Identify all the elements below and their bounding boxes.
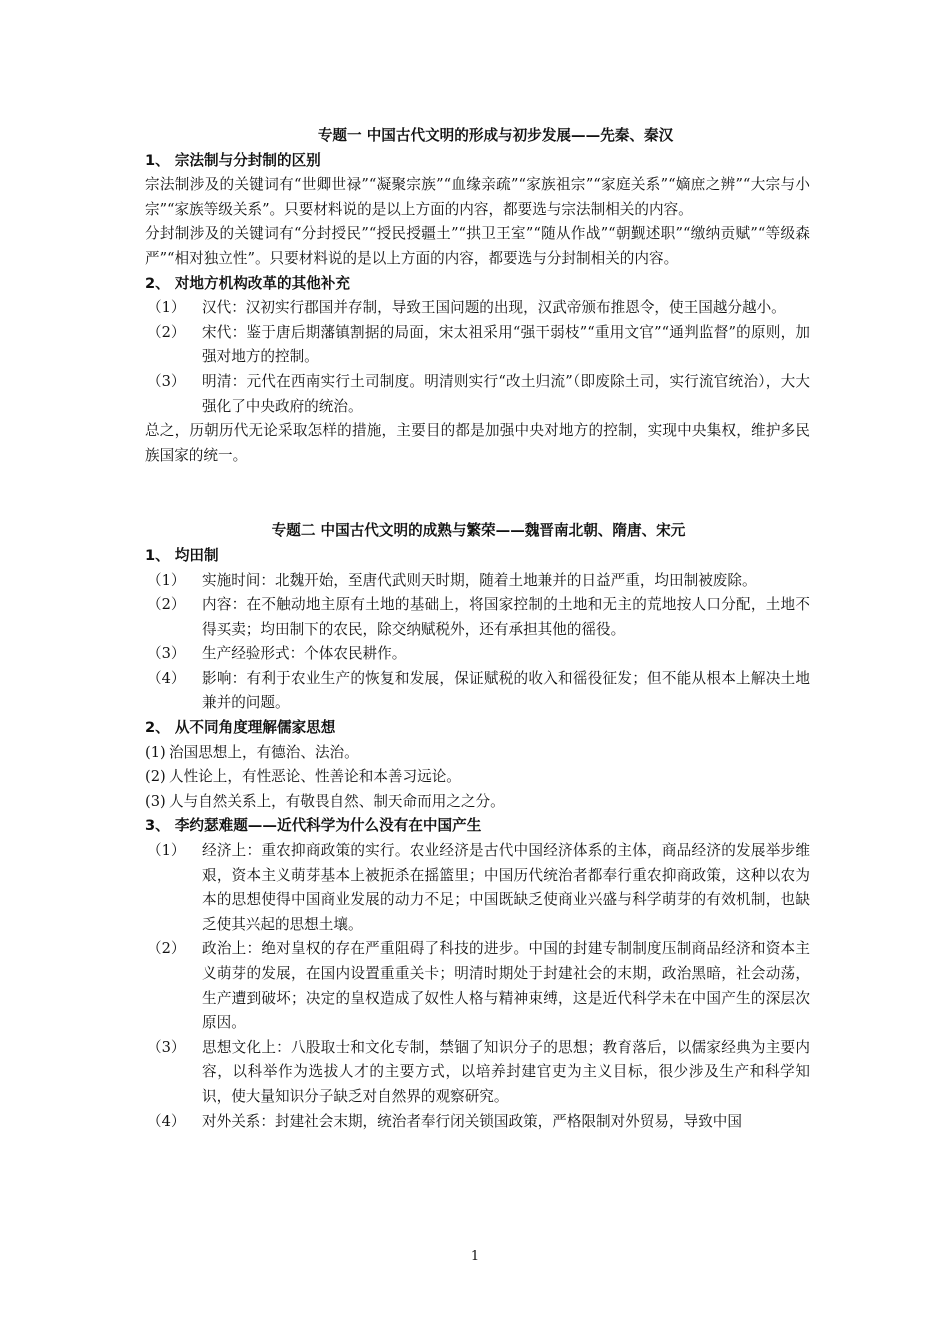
list-item: [145, 937, 810, 1035]
list-item: [145, 839, 810, 937]
list-item: [145, 1036, 810, 1110]
page-number: 1: [470, 1249, 480, 1264]
list-item: [145, 569, 810, 594]
list-text: 人性论上，有性恶论、性善论和本善习远论。: [169, 768, 461, 786]
list-text: 实施时间：北魏开始，至唐代武则天时期，随着土地兼并的日益严重，均田制被废除。: [202, 571, 757, 589]
list-item: [145, 370, 810, 419]
list-text: 经济上：重农抑商政策的实行。农业经济是古代中国经济体系的主体，商品经济的发展举步维艰，资本主义萌芽基本上被扼杀在摇篮里；中国历代统治者都奉行重农抑商政策，这种以农为本的思想使得中国商业发展的动力不足；中国既缺乏使商业兴盛与科学萌芽的有效机制，也缺乏使其兴起的思想土壤。: [202, 842, 810, 933]
list-item: [145, 667, 810, 716]
list-item: [145, 321, 810, 370]
section2-title: 专题二 中国古代文明的成熟与繁荣——魏晋南北朝、隋唐、宋元: [271, 522, 686, 540]
list-item: [145, 790, 810, 815]
list-text: 思想文化上：八股取士和文化专制，禁锢了知识分子的思想；教育落后，以儒家经典为主要内容，以科举作为选拔人才的主要方式，以培养封建官吏为主义目标，很少涉及生产和科学知识，使大量知识分子缺乏对自然界的观察研究。: [202, 1038, 810, 1105]
section1-paragraph-2: 分封制涉及的关键词有“分封授民”“授民授疆土”“拱卫王室”“随从作战”“朝觐述职”“缴纳贡赋”“等级森严”“相对独立性”。只要材料说的是以上方面的内容，都要选与分封制相关的内容。: [145, 225, 810, 267]
list-item: [145, 765, 810, 790]
list-number: （1）: [147, 842, 186, 860]
list-text: 影响：有利于农业生产的恢复和发展，保证赋税的收入和徭役征发；但不能从根本上解决土地兼并的问题。: [202, 669, 810, 712]
list-number: (2): [145, 768, 166, 786]
section1-summary: 总之，历朝历代无论采取怎样的措施，主要目的都是加强中央对地方的控制，实现中央集权，维护多民族国家的统一。: [145, 422, 810, 464]
list-number: （3）: [147, 645, 186, 663]
section2-heading-2: 2、 从不同角度理解儒家思想: [145, 719, 336, 737]
list-number: （1）: [147, 299, 186, 317]
document-body: [145, 124, 810, 1134]
list-number: （2）: [147, 596, 186, 614]
list-text: 明清：元代在西南实行土司制度。明清则实行“改土归流”（即废除土司，实行流官统治），大大强化了中央政府的统治。: [202, 372, 810, 415]
list-number: （2）: [147, 323, 186, 341]
list-text: 汉代：汉初实行郡国并存制，导致王国问题的出现，汉武帝颁布推恩令，使王国越分越小。: [202, 299, 786, 317]
list-number: （3）: [147, 372, 186, 390]
list-text: 生产经验形式：个体农民耕作。: [202, 645, 407, 663]
section1-heading-2: 2、 对地方机构改革的其他补充: [145, 274, 350, 292]
list-item: [145, 296, 810, 321]
section2-heading-3: 3、 李约瑟难题——近代科学为什么没有在中国产生: [145, 817, 482, 835]
list-text: 内容：在不触动地主原有土地的基础上，将国家控制的土地和无主的荒地按人口分配，土地不得买卖；均田制下的农民，除交纳赋税外，还有承担其他的徭役。: [202, 596, 810, 638]
list-number: (1): [145, 743, 166, 761]
list-text: 宋代：鉴于唐后期藩镇割据的局面，宋太祖采用“强干弱枝”“重用文官”“通判监督”的原则，加强对地方的控制。: [202, 323, 810, 366]
list-text: 人与自然关系上，有敬畏自然、制天命而用之之分。: [169, 792, 505, 810]
list-item: [145, 1110, 810, 1135]
list-text: 政治上：绝对皇权的存在严重阻碍了科技的进步。中国的封建专制制度压制商品经济和资本主义萌芽的发展，在国内设置重重关卡；明清时期处于封建社会的末期，政治黑暗，社会动荡，生产遭到破坏；决定的皇权造成了奴性人格与精神束缚，这是近代科学未在中国产生的深层次原因。: [202, 940, 810, 1032]
section1-heading-1: 1、 宗法制与分封制的区别: [145, 151, 321, 169]
list-number: （3）: [147, 1038, 186, 1056]
list-item: [145, 593, 810, 642]
list-number: （1）: [147, 571, 186, 589]
list-number: (3): [145, 792, 166, 810]
list-text: 对外关系：封建社会末期，统治者奉行闭关锁国政策，严格限制对外贸易，导致中国: [202, 1112, 742, 1130]
list-number: （4）: [147, 1112, 186, 1130]
section1-paragraph-1: 宗法制涉及的关键词有“世卿世禄”“凝聚宗族”“血缘亲疏”“家族祖宗”“家庭关系”“嫡庶之辨”“大宗与小宗”“家族等级关系”。只要材料说的是以上方面的内容，都要选与宗法制相关的内容。: [145, 176, 810, 218]
list-number: （2）: [147, 940, 186, 958]
list-number: （4）: [147, 669, 186, 687]
list-item: [145, 642, 810, 667]
section1-title: 专题一 中国古代文明的形成与初步发展——先秦、秦汉: [317, 127, 674, 144]
list-text: 治国思想上，有德治、法治。: [169, 743, 359, 761]
list-item: [145, 741, 810, 766]
section2-heading-1: 1、 均田制: [145, 546, 219, 564]
